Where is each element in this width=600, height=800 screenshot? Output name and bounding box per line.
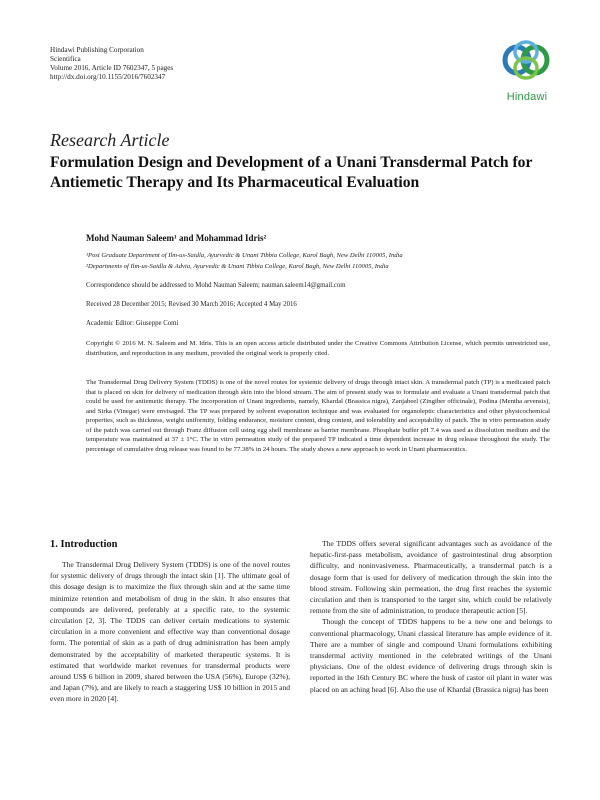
copyright-notice: Copyright © 2016 M. N. Saleem and M. Idris. This is an open access article distributed under the Creative Commons Attribution License, which permits unrestricted use, distribution, and reproduction in any medium, provided the original work is properly cited. <box>86 340 550 357</box>
authors: Mohd Nauman Saleem¹ and Mohammad Idris² <box>86 233 267 243</box>
section-heading-introduction: 1. Introduction <box>50 539 118 550</box>
paragraph: Though the concept of TDDS happens to be a new one and belongs to conventional pharmacology, Unani classical literature has ample evidence of it. There are a number of single and compound Unani formulations exhibiting transdermal activity mentioned in the celebrated writings of the Unani physicians. One of the oldest evidence of delivering drugs through skin is reported in the 16th Century BC where the husk of castor oil plant in water was placed on an aching head [6]. Also the use of Khardal (Brassica nigra) has been <box>310 617 552 694</box>
journal-name: Scientifica <box>50 55 81 63</box>
abstract: The Transdermal Drug Delivery System (TDDS) is one of the novel routes for systemic delivery of drugs through intact skin. A transdermal patch (TP) is a medicated patch that is placed on skin for delivery of medication through skin into the blood stream. The aim of present study was to formulate and evaluate a Unani transdermal patch that could be used for antiemetic therapy. The incorporation of Unani ingredients, namely, Khardal (Brassica nigra), Zanjabeel (Zingiber officinale), Podina (Mentha arvensis), and Sirka (Vinegar) were envisaged. The TP was prepared by solvent evaporation technique and was evaluated for organoleptic characteristics and other physicochemical properties, such as thickness, weight uniformity, folding endurance, moisture content, drug content, and tolerability and acceptability of patch. The in vitro permeation study of the patch was carried out through Franz diffusion cell using egg shell membrane as barrier membrane. Phosphate buffer pH 7.4 was used as dissolution medium and the temperature was maintained at 37 ± 1°C. The in vitro permeation study of the prepared TP indicated a time dependent increase in drug release throughout the study. The percentage of cumulative drug release was found to be 77.38% in 24 hours. The study shows a new approach to work in Unani pharmaceutics. <box>86 379 550 453</box>
doi-link[interactable]: http://dx.doi.org/10.1155/2016/7602347 <box>50 73 166 81</box>
intro-left-column <box>50 559 290 705</box>
hindawi-logo-icon <box>495 36 557 92</box>
paragraph: The Transdermal Drug Delivery System (TDDS) is one of the novel routes for systemic delivery of drugs through the intact skin [1]. The ultimate goal of this dosage design is to maximize the flux through skin and at the same time minimize retention and metabolism of drug in the skin. It also ensures that compounds are delivered, preferably at a specific rate, to the systemic circulation [2, 3]. The TDDS can deliver certain medications to systemic circulation in a more convenient and effective way than conventional dosage form. The potential of skin as a path of drug administration has been amply demonstrated by the acceptability of marketed therapeutic systems. It is estimated that worldwide market revenues for transdermal products were around US$ 6 billion in 2009, shared between the USA (56%), Europe (32%), and Japan (7%), and are likely to reach a staggering US$ 10 billion in 2015 and even more in 2020 [4]. <box>50 560 290 704</box>
affiliation-2: ²Departments of Ilm-us-Saidla & Advia, Ayurvedic & Unani Tibbia College, Karol Bagh, New Delhi 110005, India <box>86 263 389 270</box>
paragraph: The TDDS offers several significant advantages such as avoidance of the hepatic-first-pass metabolism, avoidance of gastrointestinal drug absorption difficulty, and noninvasiveness. Pharmaceutically, a transdermal patch is a dosage form that is used for delivery of medication through the skin into the blood stream. Following skin permeation, the drug first reaches the systemic circulation and then is transported to the target site, which could be relatively remote from the site of administration, to produce therapeutic action [5]. <box>310 539 552 616</box>
volume-info: Volume 2016, Article ID 7602347, 5 pages <box>50 64 174 72</box>
intro-right-column <box>310 538 552 695</box>
hindawi-logo-text: Hindawi <box>506 91 548 103</box>
hindawi-logo <box>495 36 557 108</box>
academic-editor: Academic Editor: Giuseppe Comi <box>86 320 179 327</box>
journal-metadata <box>50 46 173 82</box>
publisher: Hindawi Publishing Corporation <box>50 46 144 54</box>
article-type: Research Article <box>50 130 170 150</box>
correspondence: Correspondence should be addressed to Mohd Nauman Saleem; nauman.saleem14@gmail.com <box>86 282 346 289</box>
affiliation-1: ¹Post Graduate Department of Ilm-us-Saidla, Ayurvedic & Unani Tibbia College, Karol Bagh, New Delhi 110005, India <box>86 252 403 259</box>
dates: Received 28 December 2015; Revised 30 March 2016; Accepted 4 May 2016 <box>86 301 297 308</box>
page-title: Formulation Design and Development of a Unani Transdermal Patch for Antiemetic Therapy and Its Pharmaceutical Evaluation <box>50 154 533 191</box>
